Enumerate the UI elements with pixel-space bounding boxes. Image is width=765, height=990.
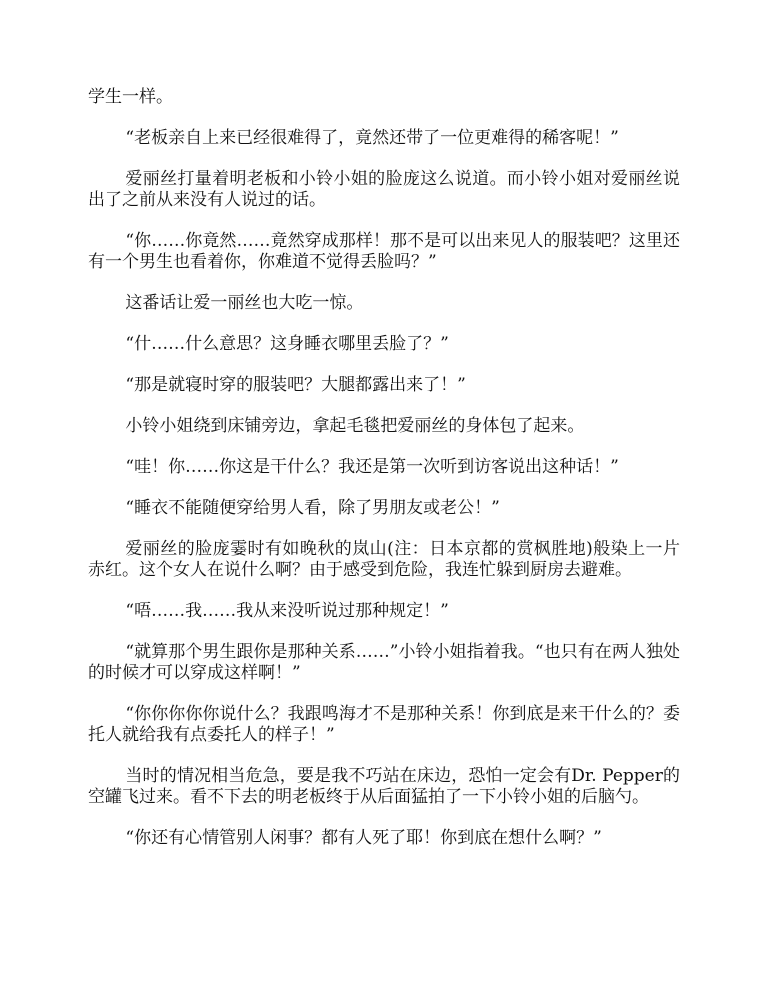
paragraph: “睡衣不能随便穿给男人看，除了男朋友或老公！”	[125, 498, 500, 518]
paragraph: 这番话让爱一丽丝也大吃一惊。	[125, 293, 364, 313]
paragraph: “哇！你……你这是干什么？我还是第一次听到访客说出这种话！”	[125, 457, 619, 477]
paragraph: 爱丽丝的脸庞霎时有如晚秋的岚山(注：日本京都的赏枫胜地)般染上一片赤红。这个女人在说什么啊？由于感受到危险，我连忙躲到厨房去避难。	[88, 539, 680, 580]
paragraph: “就算那个男生跟你是那种关系……”小铃小姐指着我。“也只有在两人独处的时候才可以穿成这样啊！”	[88, 642, 680, 683]
paragraph: “什……什么意思？这身睡衣哪里丢脸了？”	[125, 334, 449, 354]
paragraph: “你还有心情管别人闲事？都有人死了耶！你到底在想什么啊？”	[125, 828, 602, 848]
paragraph: 学生一样。	[88, 87, 173, 107]
paragraph: “那是就寝时穿的服装吧？大腿都露出来了！”	[125, 375, 466, 395]
paragraph: 爱丽丝打量着明老板和小铃小姐的脸庞这么说道。而小铃小姐对爱丽丝说出了之前从来没有人说过的话。	[88, 169, 680, 210]
paragraph: “老板亲自上来已经很难得了，竟然还带了一位更难得的稀客呢！”	[125, 128, 619, 148]
document-page	[88, 87, 680, 869]
paragraph: “唔……我……我从来没听说过那种规定！”	[125, 601, 449, 621]
paragraph: “你你你你你说什么？我跟鸣海才不是那种关系！你到底是来干什么的？委托人就给我有点委托人的样子！”	[88, 704, 680, 745]
paragraph: “你……你竟然……竟然穿成那样！那不是可以出来见人的服装吧？这里还有一个男生也看着你，你难道不觉得丢脸吗？”	[88, 231, 680, 272]
paragraph: 小铃小姐绕到床铺旁边，拿起毛毯把爱丽丝的身体包了起来。	[125, 416, 585, 436]
paragraph: 当时的情况相当危急，要是我不巧站在床边，恐怕一定会有Dr. Pepper的空罐飞过来。看不下去的明老板终于从后面猛拍了一下小铃小姐的后脑勺。	[88, 766, 680, 807]
